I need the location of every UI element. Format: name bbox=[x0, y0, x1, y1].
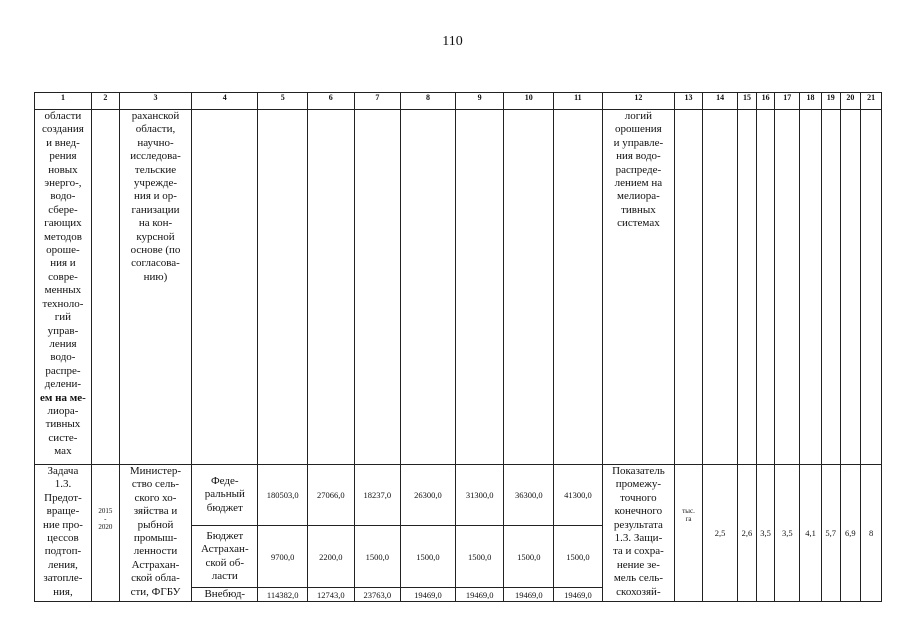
funding-value: 1500,0 bbox=[455, 526, 504, 588]
indicator-value: 3,5 bbox=[775, 465, 800, 602]
column-number: 11 bbox=[554, 93, 603, 110]
funding-value: 1500,0 bbox=[401, 526, 456, 588]
funding-value: 19469,0 bbox=[401, 588, 456, 602]
funding-value: 19469,0 bbox=[455, 588, 504, 602]
column-number: 7 bbox=[354, 93, 401, 110]
empty-cell bbox=[738, 110, 757, 465]
empty-cell bbox=[192, 110, 258, 465]
activity-description-cell bbox=[35, 110, 92, 465]
indicator-value: 5,7 bbox=[821, 465, 840, 602]
empty-cell bbox=[91, 110, 119, 465]
empty-cell bbox=[401, 110, 456, 465]
column-number: 12 bbox=[602, 93, 674, 110]
executor-cell: Министер- ство сель- ского хо- зяйства и рыбной промыш- ленности Астрахан- ской обла- сти, ФГБУ bbox=[119, 465, 191, 602]
page-number: 110 bbox=[442, 34, 463, 49]
activity-description: области создания и внед- рения новых энерго-, водо- сбере- гающих методов ороше- ния и совре- менных техноло- гий управ- ления водо- распре- делени- bbox=[42, 110, 84, 391]
column-number: 5 bbox=[258, 93, 308, 110]
indicator-value: 2,6 bbox=[738, 465, 757, 602]
column-number: 13 bbox=[675, 93, 703, 110]
funding-value: 23763,0 bbox=[354, 588, 401, 602]
column-number: 4 bbox=[192, 93, 258, 110]
column-number: 8 bbox=[401, 93, 456, 110]
column-number: 2 bbox=[91, 93, 119, 110]
column-number: 10 bbox=[504, 93, 554, 110]
header-row bbox=[35, 93, 882, 110]
empty-cell bbox=[840, 110, 861, 465]
funding-value: 26300,0 bbox=[401, 465, 456, 526]
program-table bbox=[34, 92, 882, 602]
funding-value: 19469,0 bbox=[504, 588, 554, 602]
empty-cell bbox=[504, 110, 554, 465]
indicator-value: 2,5 bbox=[703, 465, 738, 602]
column-number: 20 bbox=[840, 93, 861, 110]
indicator-value: 3,5 bbox=[756, 465, 775, 602]
empty-cell bbox=[354, 110, 401, 465]
empty-cell bbox=[308, 110, 355, 465]
funding-source-cell: Феде- ральный бюджет bbox=[192, 465, 258, 526]
funding-value: 31300,0 bbox=[455, 465, 504, 526]
column-number: 17 bbox=[775, 93, 800, 110]
funding-value: 12743,0 bbox=[308, 588, 355, 602]
funding-value: 1500,0 bbox=[504, 526, 554, 588]
funding-value: 18237,0 bbox=[354, 465, 401, 526]
empty-cell bbox=[775, 110, 800, 465]
empty-cell bbox=[258, 110, 308, 465]
funding-value: 180503,0 bbox=[258, 465, 308, 526]
executor-cell: раханской области, научно- исследова- тельские учрежде- ния и ор- ганизации на кон- курсной основе (по согласова- нию) bbox=[119, 110, 191, 465]
column-number: 21 bbox=[861, 93, 882, 110]
indicator-value: 6,9 bbox=[840, 465, 861, 602]
funding-source-cell: Внебюд- bbox=[192, 588, 258, 602]
column-number: 14 bbox=[703, 93, 738, 110]
column-number: 6 bbox=[308, 93, 355, 110]
indicator-value: 8 bbox=[861, 465, 882, 602]
funding-source-cell: Бюджет Астрахан- ской об- ласти bbox=[192, 526, 258, 588]
empty-cell bbox=[756, 110, 775, 465]
empty-cell bbox=[800, 110, 822, 465]
column-number: 1 bbox=[35, 93, 92, 110]
funding-value: 41300,0 bbox=[554, 465, 603, 526]
funding-value: 1500,0 bbox=[554, 526, 603, 588]
activity-description-bold: ем на ме- bbox=[40, 391, 86, 404]
column-number: 9 bbox=[455, 93, 504, 110]
funding-value: 27066,0 bbox=[308, 465, 355, 526]
table-row-continuation bbox=[35, 110, 882, 465]
unit-cell: тыс. га bbox=[675, 465, 703, 602]
column-number: 15 bbox=[738, 93, 757, 110]
funding-value: 9700,0 bbox=[258, 526, 308, 588]
funding-value: 2200,0 bbox=[308, 526, 355, 588]
column-number: 16 bbox=[756, 93, 775, 110]
task-description-cell: Задача 1.3. Предот- враще- ние про- цессов подтоп- ления, затопле- ния, bbox=[35, 465, 92, 602]
activity-description-tail: лиора- тивных систе- мах bbox=[45, 404, 81, 458]
column-number: 18 bbox=[800, 93, 822, 110]
empty-cell bbox=[455, 110, 504, 465]
column-number: 3 bbox=[119, 93, 191, 110]
funding-value: 114382,0 bbox=[258, 588, 308, 602]
empty-cell bbox=[861, 110, 882, 465]
empty-cell bbox=[821, 110, 840, 465]
column-number: 19 bbox=[821, 93, 840, 110]
indicator-value: 4,1 bbox=[800, 465, 822, 602]
empty-cell bbox=[554, 110, 603, 465]
period-cell: 2015 - 2020 bbox=[91, 465, 119, 602]
empty-cell bbox=[703, 110, 738, 465]
empty-cell bbox=[675, 110, 703, 465]
table-row-task bbox=[35, 465, 882, 526]
funding-value: 19469,0 bbox=[554, 588, 603, 602]
funding-value: 36300,0 bbox=[504, 465, 554, 526]
indicator-description-cell: Показатель промежу- точного конечного результата 1.3. Защи- та и сохра- нение зе- мель сель- скохозяй- bbox=[602, 465, 674, 602]
funding-value: 1500,0 bbox=[354, 526, 401, 588]
indicator-description-cell: логий орошения и управле- ния водо- распреде- лением на мелиора- тивных системах bbox=[602, 110, 674, 465]
